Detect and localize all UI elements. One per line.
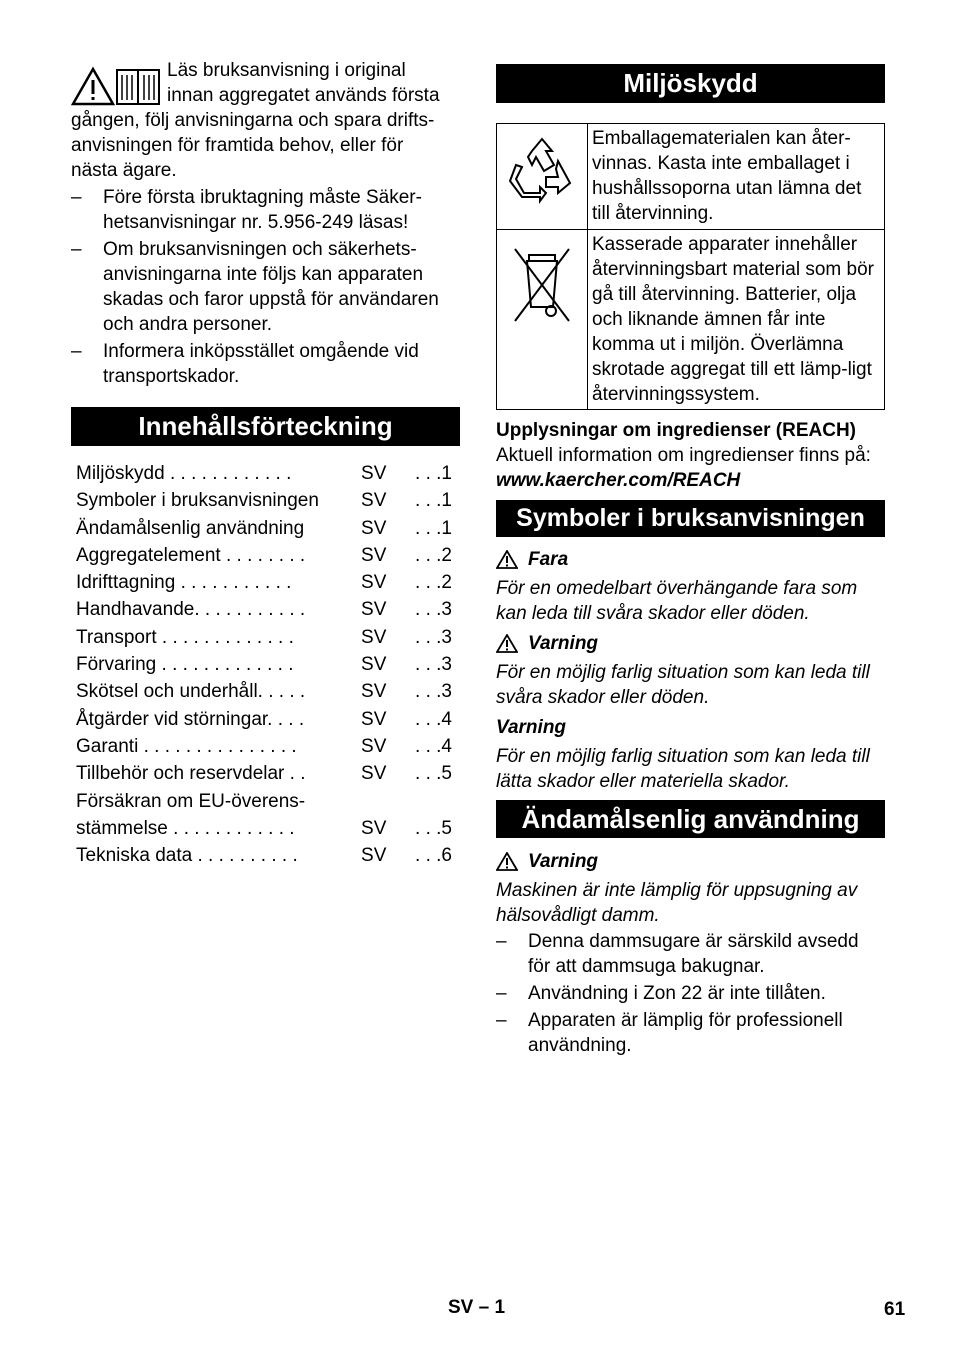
env-text-1: Emballagematerialen kan åter-vinnas. Kasta inte emballaget i hushållssoporna utan lämna det till återvinning. bbox=[588, 124, 885, 230]
list-item: – Denna dammsugare är särskild avsedd för att dammsuga bakugnar. bbox=[496, 931, 859, 977]
toc-page: . . .4 bbox=[415, 735, 452, 757]
toc-row[interactable] bbox=[71, 515, 460, 542]
toc-lang: SV bbox=[361, 735, 387, 757]
toc-title: Åtgärder vid störningar. . . . bbox=[76, 708, 305, 730]
toc-page: . . .5 bbox=[415, 763, 452, 785]
env-table bbox=[496, 123, 885, 410]
intro-line-5: nästa ägare. bbox=[71, 160, 177, 181]
toc-row[interactable] bbox=[71, 733, 460, 760]
fara-text: För en omedelbart överhängande fara som kan leda till svåra skador eller döden. bbox=[496, 578, 858, 624]
toc-title: Skötsel och underhåll. . . . . bbox=[76, 681, 306, 703]
toc-page: . . .6 bbox=[415, 845, 452, 867]
list-item: – Före första ibruktagning måste Säker-hetsanvisningar nr. 5.956-249 läsas! bbox=[71, 187, 422, 233]
toc-lang: SV bbox=[361, 599, 387, 621]
toc-lang: SV bbox=[361, 517, 387, 539]
env-text-2: Kasserade apparater innehåller återvinningsbart material som bör gå till återvinning. Batterier, olja och liknande ämnen får inte komma ut i miljön. Överlämna skrotade aggregat till ett lämp-ligt återvinningssystem. bbox=[588, 230, 885, 410]
recycle-icon bbox=[502, 131, 582, 221]
reach-link[interactable]: www.kaercher.com/REACH bbox=[496, 470, 741, 491]
toc-title: stämmelse . . . . . . . . . . . . bbox=[76, 817, 295, 839]
varning-text-2: För en möjlig farlig situation som kan leda till lätta skador eller materiella skador. bbox=[496, 746, 870, 792]
usage-warn-heading: Varning bbox=[496, 849, 885, 874]
toc-page: . . .3 bbox=[415, 599, 452, 621]
varning-heading-2: Varning bbox=[496, 717, 567, 738]
left-column bbox=[71, 58, 460, 869]
toc-title: Handhavande. . . . . . . . . . . bbox=[76, 599, 306, 621]
toc-title: Transport . . . . . . . . . . . . . bbox=[76, 626, 294, 648]
toc-page: . . .1 bbox=[415, 490, 452, 512]
warning-triangle-icon bbox=[496, 550, 518, 569]
toc-lang: SV bbox=[361, 490, 387, 512]
symbols-heading: Symboler i bruksanvisningen bbox=[496, 500, 885, 537]
toc-page: . . .2 bbox=[415, 544, 452, 566]
toc-title: Ändamålsenlig användning bbox=[76, 517, 305, 539]
crossed-bin-icon bbox=[507, 241, 577, 331]
reach-text: Aktuell information om ingredienser finns på: bbox=[496, 445, 871, 466]
toc-page: . . .1 bbox=[415, 517, 452, 539]
intro-list bbox=[71, 185, 460, 389]
usage-heading: Ändamålsenlig användning bbox=[496, 800, 885, 838]
env-row-bin bbox=[497, 230, 885, 410]
toc-title: Tillbehör och reservdelar . . bbox=[76, 763, 306, 785]
toc-page: . . .3 bbox=[415, 654, 452, 676]
toc-title: Idrifttagning . . . . . . . . . . . bbox=[76, 572, 292, 594]
toc-lang bbox=[361, 788, 415, 815]
toc-title: Symboler i bruksanvisningen bbox=[76, 490, 319, 512]
toc-title: Försäkran om EU-överens- bbox=[76, 790, 306, 812]
toc-row[interactable] bbox=[71, 542, 460, 569]
toc-title: Förvaring . . . . . . . . . . . . . bbox=[76, 654, 294, 676]
toc-row[interactable] bbox=[71, 678, 460, 705]
toc-title: Miljöskydd . . . . . . . . . . . . bbox=[76, 463, 292, 484]
list-item: – Om bruksanvisningen och säkerhets-anvisningarna inte följs kan apparaten skadas och faror uppstå för användaren och andra personer. bbox=[71, 239, 439, 335]
env-heading: Miljöskydd bbox=[496, 64, 885, 103]
usage-list bbox=[496, 929, 885, 1058]
toc-page bbox=[415, 788, 460, 815]
toc-lang: SV bbox=[361, 845, 387, 867]
toc-page: . . .1 bbox=[415, 463, 452, 484]
warning-triangle-icon bbox=[496, 852, 518, 871]
list-item: – Informera inköpsstället omgående vid transportskador. bbox=[71, 341, 419, 387]
warning-triangle-icon bbox=[496, 634, 518, 653]
toc-row[interactable] bbox=[71, 706, 460, 733]
intro-line-2: innan aggregatet används första bbox=[167, 85, 440, 106]
toc-row[interactable] bbox=[71, 624, 460, 651]
right-column bbox=[496, 64, 885, 1060]
toc-title: Tekniska data . . . . . . . . . . bbox=[76, 845, 298, 867]
toc-page: . . .3 bbox=[415, 681, 452, 703]
toc-row[interactable] bbox=[71, 842, 460, 869]
toc-page: . . .3 bbox=[415, 626, 452, 648]
toc-lang: SV bbox=[361, 708, 387, 730]
toc-lang: SV bbox=[361, 544, 387, 566]
fara-heading: Fara bbox=[496, 547, 885, 572]
warning-manual-icon bbox=[71, 66, 163, 106]
toc-lang: SV bbox=[361, 681, 387, 703]
footer-page-number: 61 bbox=[884, 1299, 906, 1320]
toc-row[interactable] bbox=[71, 569, 460, 596]
toc-page: . . .2 bbox=[415, 572, 452, 594]
toc-page: . . .5 bbox=[415, 817, 452, 839]
toc-row[interactable] bbox=[71, 815, 460, 842]
toc-lang: SV bbox=[361, 654, 387, 676]
toc-row[interactable] bbox=[71, 487, 460, 514]
varning-text-1: För en möjlig farlig situation som kan leda till svåra skador eller döden. bbox=[496, 662, 870, 708]
toc-lang: SV bbox=[361, 572, 387, 594]
reach-title: Upplysningar om ingredienser (REACH) bbox=[496, 420, 856, 441]
varning-heading-1: Varning bbox=[496, 631, 885, 656]
toc-title: Aggregatelement . . . . . . . . bbox=[76, 544, 306, 566]
toc-heading: Innehållsförteckning bbox=[71, 407, 460, 446]
toc-row[interactable] bbox=[71, 651, 460, 678]
toc-lang: SV bbox=[361, 463, 387, 484]
intro-line-3: gången, följ anvisningarna och spara drifts- bbox=[71, 110, 435, 131]
usage-warn-text: Maskinen är inte lämplig för uppsugning av hälsovådligt damm. bbox=[496, 880, 858, 926]
toc-lang: SV bbox=[361, 626, 387, 648]
toc-lang: SV bbox=[361, 817, 387, 839]
toc-lang: SV bbox=[361, 763, 387, 785]
toc-row[interactable] bbox=[71, 788, 460, 815]
toc-row[interactable] bbox=[71, 460, 460, 487]
intro-line-1: Läs bruksanvisning i original bbox=[167, 60, 406, 81]
toc-table bbox=[71, 460, 460, 869]
toc-title: Garanti . . . . . . . . . . . . . . . bbox=[76, 735, 297, 757]
env-row-recycle bbox=[497, 124, 885, 230]
list-item: – Apparaten är lämplig för professionell användning. bbox=[496, 1010, 843, 1056]
toc-page: . . .4 bbox=[415, 708, 452, 730]
intro-line-4: anvisningen för framtida behov, eller för bbox=[71, 135, 404, 156]
toc-row[interactable] bbox=[71, 760, 460, 787]
footer-section-label: SV – 1 bbox=[448, 1297, 506, 1318]
toc-row[interactable] bbox=[71, 596, 460, 623]
intro-block bbox=[71, 58, 460, 183]
list-item: – Användning i Zon 22 är inte tillåten. bbox=[496, 983, 826, 1004]
